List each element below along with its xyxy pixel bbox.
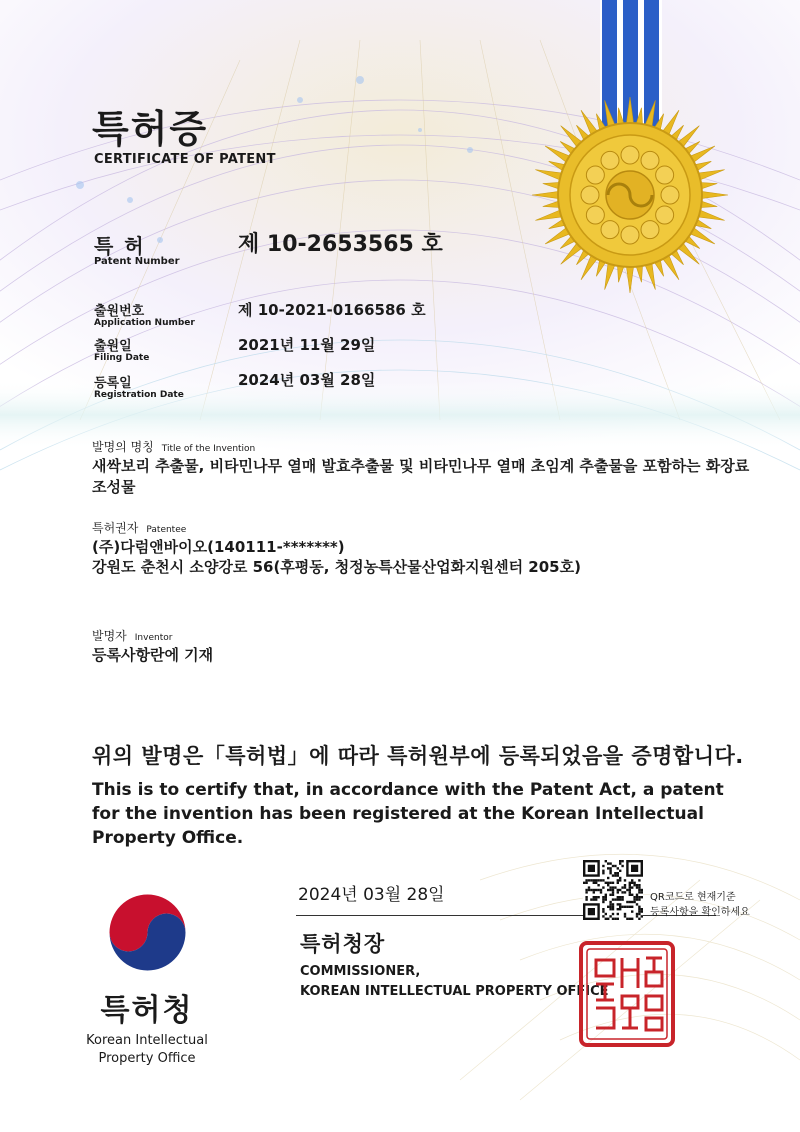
filing-date-label: 출원일 [94,339,132,354]
qr-note [650,890,750,920]
office-name-en-line2: Property Office [98,1051,196,1066]
registration-date-label-en: Registration Date [94,390,184,400]
invention-title-label-en: Title of the Invention [161,444,256,454]
certification-statement-en: This is to certify that, in accordance with the Patent Act, a patent for the invention has been registered at the Korean Intellectual Property Office. [92,780,724,848]
application-number-value: 제 10-2021-0166586 호 [238,301,426,319]
patent-number-label-en: Patent Number [94,256,180,267]
patentee-label [92,519,186,536]
filing-date-label-en: Filing Date [94,353,150,363]
patentee-name: (주)다럼앤바이오(140111-*******) [92,538,345,556]
invention-title-line1: 새싹보리 추출물, 비타민나무 열매 발효추출물 및 비타민나무 열매 초임계 추출물을 포함하는 화장료 [92,457,750,475]
patent-number-label: 특 허 [94,234,146,258]
invention-title-label [92,438,255,455]
patentee-address: 강원도 춘천시 소양강로 56(후평동, 청정농특산물산업화지원센터 205호) [92,558,581,576]
patent-number-value: 제 10-2653565 호 [238,232,443,257]
registration-date-value: 2024년 03월 28일 [238,371,376,389]
kipo-taegeuk-logo-icon [100,885,195,980]
page-title: 특허증 [92,107,209,151]
qr-note-line2: 등록사항을 확인하세요 [650,907,750,918]
page-subtitle: CERTIFICATE OF PATENT [94,152,276,167]
commissioner-title-en-line2: KOREAN INTELLECTUAL PROPERTY OFFICE [300,984,609,999]
registration-date-label: 등록일 [94,376,132,391]
application-number-label-en: Application Number [94,318,195,328]
inventor-value: 등록사항란에 기재 [92,646,214,664]
inventor-label-en: Inventor [134,633,173,643]
qr-code-icon[interactable] [583,860,643,920]
office-name-en-line1: Korean Intellectual [86,1033,208,1048]
application-number-label: 출원번호 [94,304,145,319]
qr-note-line1: QR코드로 현재기준 [650,892,736,903]
patentee-label-en: Patentee [146,525,187,535]
inventor-label-ko: 발명자 [92,629,127,643]
office-name-ko: 특허청 [100,993,194,1028]
certification-statement-ko: 위의 발명은「특허법」에 따라 특허원부에 등록되었음을 증명합니다. [92,744,744,768]
inventor-label [92,627,172,644]
commissioner-title-ko: 특허청장 [300,932,386,956]
issue-date: 2024년 03월 28일 [298,885,445,905]
invention-title-label-ko: 발명의 명칭 [92,440,154,454]
invention-title-line2: 조성물 [92,478,136,496]
filing-date-value: 2021년 11월 29일 [238,336,376,354]
patentee-label-ko: 특허권자 [92,521,139,535]
official-seal-icon [578,940,676,1048]
commissioner-title-en [300,962,609,1002]
gold-medal-icon [530,95,730,295]
office-name-en [72,1032,222,1068]
commissioner-title-en-line1: COMMISSIONER, [300,964,421,979]
